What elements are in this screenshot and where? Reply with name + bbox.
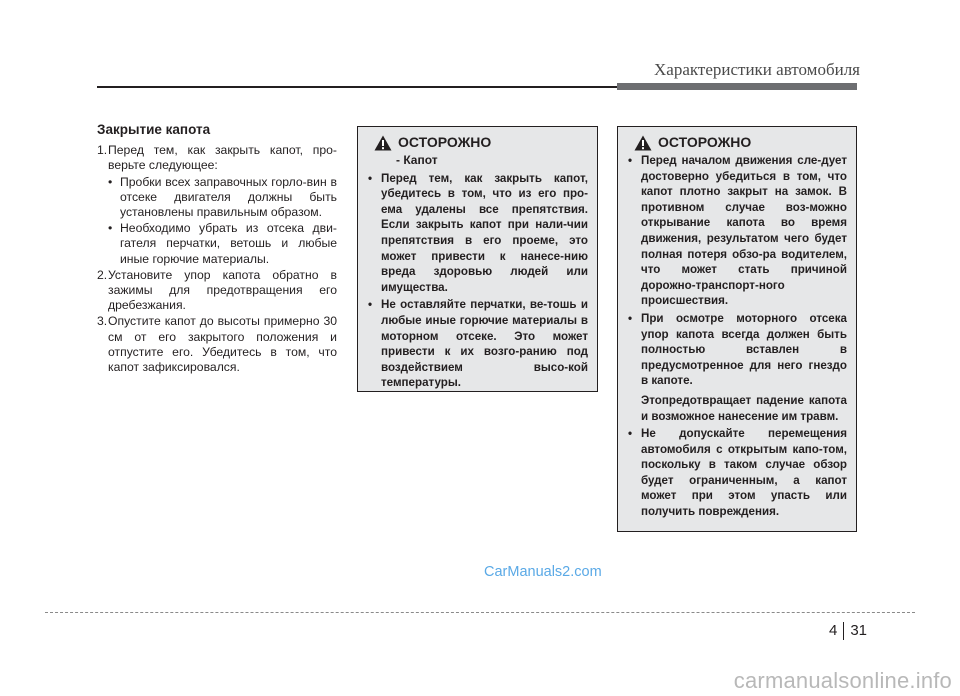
bullet-icon: • <box>108 174 113 189</box>
bullet-text: Перед тем, как закрыть капот, убедитесь в том, что из его про-ема удалены все препятствия. Если закрыть капот при нали-чии препятствия в его проеме, это может привести к нанесе-нию вреда здоровью людей или имущества. <box>381 171 588 294</box>
bullet-text: Пробки всех заправочных горло-вин в отсеке двигателя должны быть установлены правильным образом. <box>120 174 337 220</box>
warning-subtitle: - Капот <box>396 153 438 167</box>
header-bar <box>617 83 857 90</box>
list-item <box>628 426 847 520</box>
step-2 <box>97 268 337 314</box>
bullet-text: Не допускайте перемещения автомобиля с открытым капо-том, поскольку в таком случае обзор будет ограниченным, а капот может при этом упасть или получить повреждения. <box>641 427 847 519</box>
warning-box-driving <box>617 126 857 532</box>
list-item <box>628 153 847 309</box>
chapter-number: 4 <box>829 622 838 639</box>
step-1 <box>97 143 337 173</box>
bullet-icon: • <box>368 298 373 312</box>
bullet-text: При осмотре моторного отсека упор капота всегда должен быть полностью вставлен в предусмотренное для него гнездо в капоте. <box>641 311 847 388</box>
list-item <box>628 311 847 389</box>
warning-heading <box>374 135 588 151</box>
warning-box-hood <box>357 126 598 392</box>
step-text: Опустите капот до высоты примерно 30 см от его закрытого положения и отпустите его. Убедитесь в том, что капот зафиксировался. <box>108 314 337 375</box>
warning-triangle-icon <box>374 135 392 151</box>
bullet-text: Перед началом движения сле-дует достоверно убедиться в том, что капот плотно закрыт на замок. В противном случае воз-можно открывание капота во время движения, результатом чего будет полная потеря обзо-ра водителем, что может стать причиной дорожно-транспорт-ного происшествия. <box>641 154 847 308</box>
bullet-text: Не оставляйте перчатки, ве-тошь и любые иные горючие материалы в моторном отсеке. Это может привести к их возго-ранию под воздействием высо-кой температуры. <box>381 298 588 390</box>
step-number: 1. <box>97 143 108 158</box>
site-watermark: carmanualsonline.info <box>733 668 952 693</box>
header-rule <box>97 86 617 88</box>
hood-closing-section <box>97 122 337 375</box>
list-item <box>368 297 588 391</box>
bullet-continuation: Этопредотвращает падение капота и возможное нанесение им травм. <box>641 393 847 423</box>
page-number-text: 31 <box>850 622 868 639</box>
list-item <box>368 171 588 296</box>
step-3 <box>97 314 337 375</box>
bullet-icon: • <box>108 221 113 236</box>
warning-heading-text: ОСТОРОЖНО <box>658 134 752 151</box>
running-header: Характеристики автомобиля <box>654 60 860 79</box>
watermark-link[interactable]: CarManuals2.com <box>484 564 602 580</box>
step-text: Установите упор капота обратно в зажимы для предотвращения его дребезжания. <box>108 267 337 313</box>
bullet-text: Необходимо убрать из отсека дви-гателя перчатки, ветошь и любые иные горючие материалы. <box>120 221 337 266</box>
section-title: Закрытие капота <box>97 122 211 137</box>
page-number <box>829 622 867 640</box>
bullet-icon: • <box>628 427 633 441</box>
warning-heading <box>634 135 847 151</box>
bullet-icon: • <box>628 311 633 325</box>
warning-heading-text: ОСТОРОЖНО <box>398 134 492 151</box>
bullet-icon: • <box>368 171 373 185</box>
step-number: 2. <box>97 267 108 282</box>
step-number: 3. <box>97 314 108 329</box>
list-item <box>97 221 337 267</box>
step-text: Перед тем, как закрыть капот, про-верьте следующее: <box>108 143 337 173</box>
warning-triangle-icon <box>634 135 652 151</box>
list-item <box>97 175 337 221</box>
page-separator <box>843 622 844 640</box>
footer-rule <box>45 612 915 613</box>
bullet-icon: • <box>628 154 633 167</box>
